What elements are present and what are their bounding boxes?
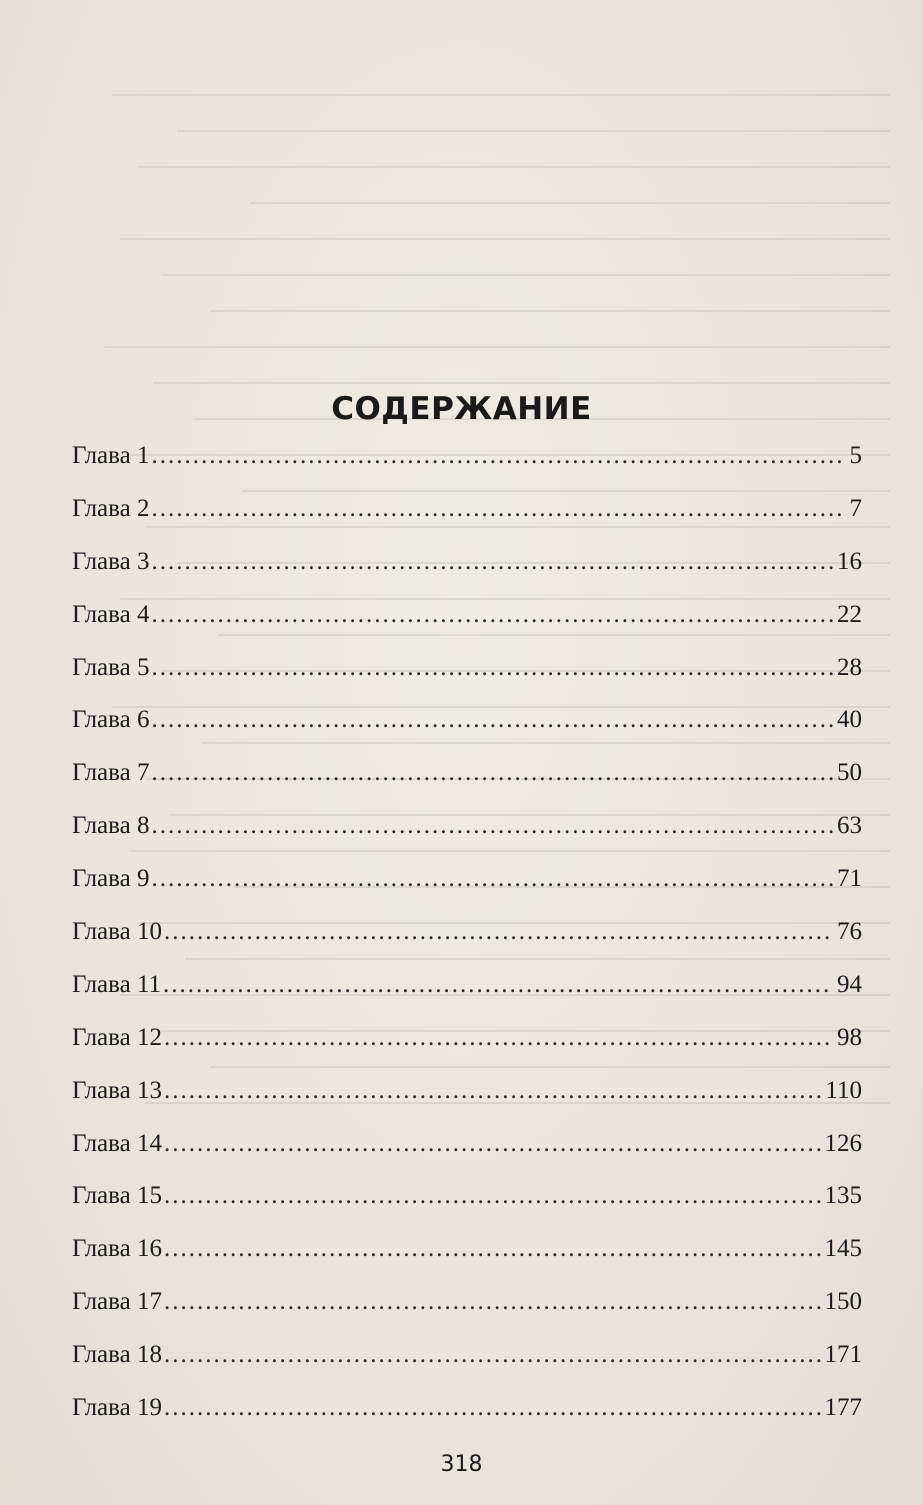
toc-entry-page: 22 (837, 600, 862, 628)
toc-entry-page: 135 (824, 1182, 862, 1210)
toc-entry-page: 150 (824, 1288, 862, 1316)
toc-title: СОДЕРЖАНИЕ (331, 390, 592, 427)
toc-entry-page: 7 (849, 494, 862, 522)
toc-leader-dots (164, 1023, 833, 1053)
toc-entry-label: Глава 1 (72, 442, 150, 469)
toc-entry-label: Глава 15 (72, 1182, 162, 1210)
toc-entry (72, 864, 862, 917)
toc-entry-label: Глава 2 (72, 494, 150, 522)
toc-entry (72, 970, 862, 1023)
toc-entry (72, 653, 862, 706)
toc-entry (72, 1393, 862, 1446)
toc-leader-dots (151, 494, 845, 524)
toc-entry-label: Глава 4 (72, 600, 150, 628)
toc-leader-dots (164, 917, 833, 947)
toc-entry-label: Глава 8 (72, 812, 150, 840)
toc-leader-dots (151, 864, 833, 894)
toc-entry-label: Глава 7 (72, 759, 150, 787)
toc-leader-dots (164, 1181, 821, 1211)
toc-entry (72, 1181, 862, 1234)
table-of-contents (72, 441, 862, 1446)
toc-leader-dots (164, 1076, 821, 1106)
toc-entry-label: Глава 13 (72, 1076, 162, 1104)
toc-entry (72, 917, 862, 970)
toc-entry-label: Глава 9 (72, 865, 150, 893)
toc-entry-page: 98 (837, 1023, 862, 1051)
toc-entry (72, 758, 862, 811)
toc-entry-page: 126 (824, 1129, 862, 1157)
toc-entry-page: 94 (837, 970, 862, 998)
toc-entry-label: Глава 10 (72, 918, 162, 946)
toc-entry-page: 145 (824, 1235, 862, 1263)
toc-leader-dots (151, 758, 833, 788)
toc-leader-dots (164, 1287, 821, 1317)
toc-entry (72, 811, 862, 864)
toc-entry-label: Глава 5 (72, 653, 150, 681)
page-number: 318 (440, 1452, 483, 1477)
toc-entry-page: 5 (849, 442, 862, 469)
toc-leader-dots (164, 1340, 821, 1370)
toc-leader-dots (151, 653, 833, 683)
toc-entry-label: Глава 12 (72, 1023, 162, 1051)
toc-entry-page: 71 (837, 865, 862, 893)
toc-entry-label: Глава 6 (72, 706, 150, 734)
toc-entry-label: Глава 11 (72, 970, 162, 998)
toc-entry-label: Глава 19 (72, 1394, 162, 1422)
toc-entry (72, 1340, 862, 1393)
toc-entry-label: Глава 3 (72, 547, 150, 575)
toc-entry-page: 40 (837, 706, 862, 734)
toc-entry (72, 1287, 862, 1340)
toc-entry-label: Глава 17 (72, 1288, 162, 1316)
toc-entry (72, 600, 862, 653)
toc-entry-page: 63 (837, 812, 862, 840)
toc-entry-page: 16 (837, 547, 862, 575)
toc-entry-page: 50 (837, 759, 862, 787)
toc-entry-label: Глава 14 (72, 1129, 162, 1157)
toc-entry-page: 110 (825, 1076, 862, 1104)
toc-leader-dots (164, 1234, 821, 1264)
toc-entry (72, 705, 862, 758)
toc-entry-page: 76 (837, 918, 862, 946)
toc-entry (72, 1076, 862, 1129)
toc-leader-dots (151, 441, 845, 471)
toc-entry-label: Глава 18 (72, 1341, 162, 1369)
toc-entry (72, 1129, 862, 1182)
toc-leader-dots (164, 1129, 821, 1159)
toc-leader-dots (151, 705, 833, 735)
toc-entry (72, 494, 862, 547)
toc-entry (72, 441, 862, 494)
toc-entry-label: Глава 16 (72, 1235, 162, 1263)
toc-entry (72, 1023, 862, 1076)
toc-entry-page: 177 (824, 1394, 862, 1422)
toc-leader-dots (163, 970, 833, 1000)
toc-entry-page: 171 (824, 1341, 862, 1369)
toc-leader-dots (151, 600, 833, 630)
toc-entry (72, 1234, 862, 1287)
toc-entry-page: 28 (837, 653, 862, 681)
toc-leader-dots (151, 811, 833, 841)
toc-entry (72, 547, 862, 600)
toc-leader-dots (164, 1393, 821, 1423)
toc-leader-dots (151, 547, 833, 577)
